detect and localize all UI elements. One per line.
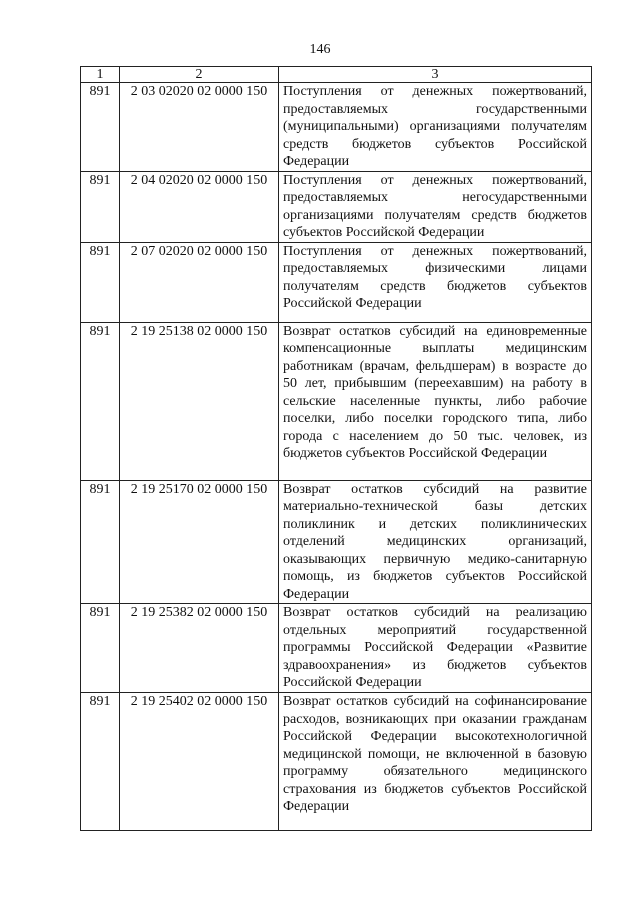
description-cell: Возврат остатков субсидий на реализацию отдельных мероприятий государственной программы Российской Федерации «Развитие здравоохранения» из бюджетов субъектов Российской Федерации [279, 604, 592, 693]
table-row [81, 83, 592, 172]
admin-code-cell: 891 [81, 171, 120, 242]
table-row [81, 322, 592, 480]
table-row [81, 242, 592, 322]
admin-code-cell: 891 [81, 322, 120, 480]
admin-code-cell: 891 [81, 83, 120, 172]
budget-code-cell: 2 19 25402 02 0000 150 [120, 693, 279, 831]
table-row [81, 604, 592, 693]
budget-code-cell: 2 19 25382 02 0000 150 [120, 604, 279, 693]
admin-code-cell: 891 [81, 604, 120, 693]
description-cell: Поступления от денежных пожертвований, предоставляемых физическими лицами получателям средств бюджетов субъектов Российской Федерации [279, 242, 592, 322]
budget-code-cell: 2 19 25170 02 0000 150 [120, 480, 279, 604]
table-row [81, 693, 592, 831]
description-cell: Возврат остатков субсидий на единовременные компенсационные выплаты медицинским работникам (врачам, фельдшерам) в возрасте до 50 лет, прибывшим (переехавшим) на работу в сельские населенные пункты, либо рабочие поселки, либо поселки городского типа, либо города с населением до 50 тыс. человек, из бюджетов субъектов Российской Федерации [279, 322, 592, 480]
description-cell: Возврат остатков субсидий на развитие материально-технической базы детских поликлиник и детских поликлинических отделений медицинских организаций, оказывающих первичную медико-санитарную помощь, из бюджетов субъектов Российской Федерации [279, 480, 592, 604]
column-header-3: 3 [279, 67, 592, 83]
description-cell: Возврат остатков субсидий на софинансирование расходов, возникающих при оказании гражданам Российской Федерации высокотехнологичной медицинской помощи, не включенной в базовую программу обязательного медицинского страхования из бюджетов субъектов Российской Федерации [279, 693, 592, 831]
column-header-2: 2 [120, 67, 279, 83]
budget-code-cell: 2 07 02020 02 0000 150 [120, 242, 279, 322]
admin-code-cell: 891 [81, 480, 120, 604]
admin-code-cell: 891 [81, 693, 120, 831]
admin-code-cell: 891 [81, 242, 120, 322]
page-number: 146 [309, 42, 331, 57]
table-header-row [81, 67, 592, 83]
budget-code-cell: 2 03 02020 02 0000 150 [120, 83, 279, 172]
description-cell: Поступления от денежных пожертвований, предоставляемых государственными (муниципальными) организациями получателям средств бюджетов субъектов Российской Федерации [279, 83, 592, 172]
column-header-1: 1 [81, 67, 120, 83]
table-row [81, 480, 592, 604]
table-row [81, 171, 592, 242]
budget-code-cell: 2 19 25138 02 0000 150 [120, 322, 279, 480]
description-cell: Поступления от денежных пожертвований, предоставляемых негосударственными организациями получателям средств бюджетов субъектов Российской Федерации [279, 171, 592, 242]
budget-codes-table [80, 66, 592, 831]
budget-code-cell: 2 04 02020 02 0000 150 [120, 171, 279, 242]
